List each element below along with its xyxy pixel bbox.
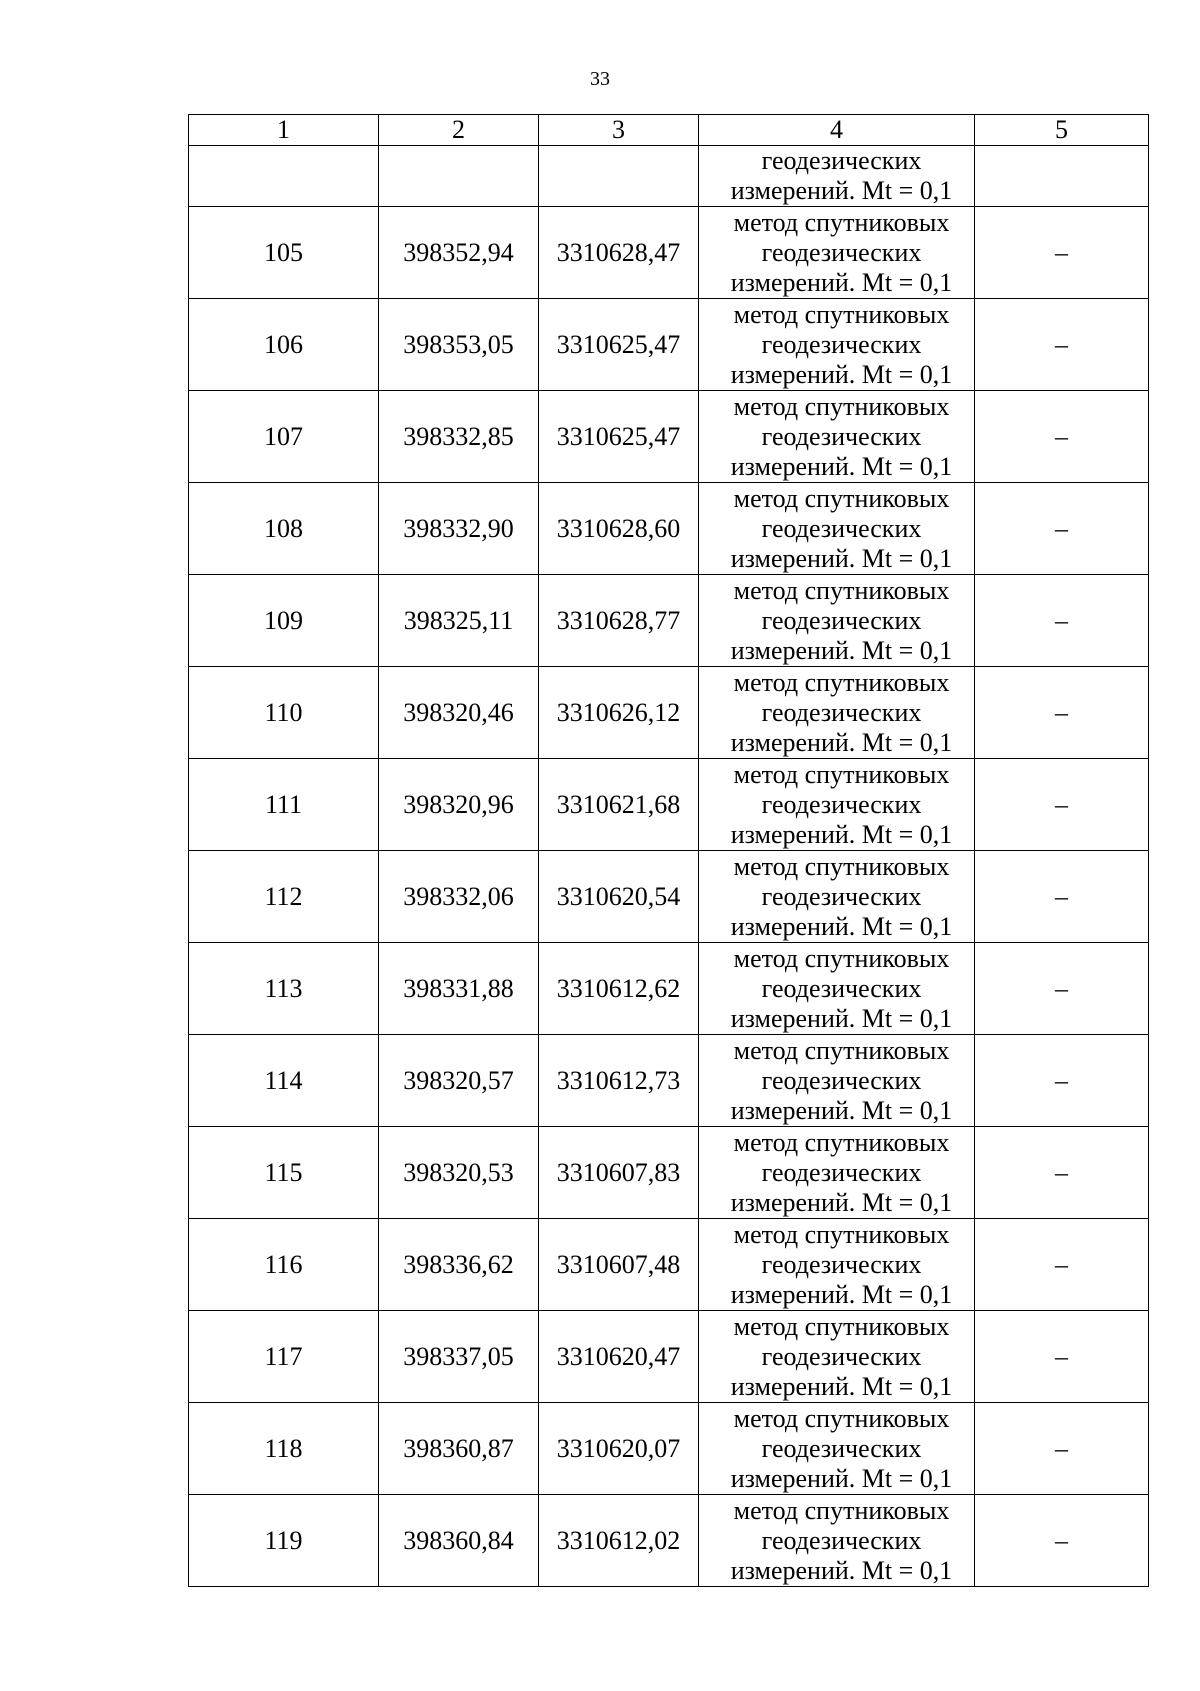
point-cell: 105 [189,207,379,299]
continuation-row [189,146,1149,207]
method-cell [699,483,975,575]
y-cell: 3310621,68 [539,759,699,851]
method-line: геодезических [761,146,922,175]
method-line: измерений. Mt = 0,1 [730,359,953,389]
y-cell: 3310620,54 [539,851,699,943]
point-cell: 117 [189,1311,379,1403]
y-cell: 3310612,02 [539,1495,699,1587]
method-line: измерений. Mt = 0,1 [730,1371,953,1401]
table-row [189,483,1149,575]
method-line: метод спутниковых [733,1035,950,1065]
y-cell: 3310607,83 [539,1127,699,1219]
y-cell: 3310628,60 [539,483,699,575]
page-number: 33 [590,68,610,90]
header-cell: 5 [975,115,1149,146]
method-line: измерений. Mt = 0,1 [730,176,953,205]
table-row [189,851,1149,943]
method-line: геодезических [761,605,922,635]
method-line: геодезических [761,1341,922,1371]
method-cell [699,299,975,391]
method-cell [699,1311,975,1403]
table-row [189,299,1149,391]
method-line: метод спутниковых [733,207,950,237]
point-cell [189,146,379,207]
method-line: геодезических [761,513,922,543]
method-line: измерений. Mt = 0,1 [730,1187,953,1217]
method-line: метод спутниковых [733,1495,950,1525]
method-line: измерений. Mt = 0,1 [730,1279,953,1309]
method-line: метод спутниковых [733,483,950,513]
method-cell [699,851,975,943]
point-cell: 113 [189,943,379,1035]
table-row [189,207,1149,299]
table-row [189,1495,1149,1587]
header-cell: 4 [699,115,975,146]
method-line: геодезических [761,697,922,727]
table-row [189,1127,1149,1219]
point-cell: 106 [189,299,379,391]
method-cell [699,759,975,851]
point-cell: 107 [189,391,379,483]
method-line: геодезических [761,973,922,1003]
note-cell: – [975,1127,1149,1219]
table-row [189,667,1149,759]
method-line: измерений. Mt = 0,1 [730,911,953,941]
method-line: измерений. Mt = 0,1 [730,543,953,573]
note-cell: – [975,667,1149,759]
method-line: геодезических [761,1249,922,1279]
table-row [189,1219,1149,1311]
method-line: измерений. Mt = 0,1 [730,635,953,665]
method-line: измерений. Mt = 0,1 [730,451,953,481]
point-cell: 114 [189,1035,379,1127]
note-cell: – [975,1403,1149,1495]
x-cell: 398360,87 [379,1403,539,1495]
method-cell [699,391,975,483]
method-line: метод спутниковых [733,1127,950,1157]
note-cell: – [975,1495,1149,1587]
method-line: метод спутниковых [733,759,950,789]
method-line: метод спутниковых [733,943,950,973]
note-cell: – [975,1311,1149,1403]
method-line: измерений. Mt = 0,1 [730,819,953,849]
y-cell: 3310620,07 [539,1403,699,1495]
method-line: метод спутниковых [733,1311,950,1341]
y-cell: 3310625,47 [539,299,699,391]
note-cell: – [975,943,1149,1035]
method-line: измерений. Mt = 0,1 [730,1463,953,1493]
method-line: метод спутниковых [733,1403,950,1433]
method-line: геодезических [761,1433,922,1463]
note-cell: – [975,391,1149,483]
x-cell: 398353,05 [379,299,539,391]
method-line: метод спутниковых [733,575,950,605]
x-cell: 398337,05 [379,1311,539,1403]
method-line: измерений. Mt = 0,1 [730,267,953,297]
note-cell [975,146,1149,207]
method-cell [699,1035,975,1127]
point-cell: 115 [189,1127,379,1219]
table-row [189,1403,1149,1495]
x-cell: 398332,85 [379,391,539,483]
note-cell: – [975,759,1149,851]
method-line: геодезических [761,329,922,359]
header-cell: 2 [379,115,539,146]
point-cell: 111 [189,759,379,851]
x-cell: 398332,06 [379,851,539,943]
method-cell [699,207,975,299]
method-cell [699,1495,975,1587]
method-line: метод спутниковых [733,299,950,329]
method-line: геодезических [761,1525,922,1555]
method-cell [699,1127,975,1219]
method-line: измерений. Mt = 0,1 [730,1095,953,1125]
point-cell: 109 [189,575,379,667]
point-cell: 116 [189,1219,379,1311]
method-line: геодезических [761,1157,922,1187]
method-line: геодезических [761,1065,922,1095]
note-cell: – [975,1219,1149,1311]
method-cell [699,1219,975,1311]
y-cell [539,146,699,207]
y-cell: 3310612,62 [539,943,699,1035]
y-cell: 3310628,47 [539,207,699,299]
method-line: метод спутниковых [733,391,950,421]
y-cell: 3310626,12 [539,667,699,759]
point-cell: 118 [189,1403,379,1495]
point-cell: 112 [189,851,379,943]
note-cell: – [975,207,1149,299]
method-cell [699,146,975,207]
y-cell: 3310612,73 [539,1035,699,1127]
method-line: измерений. Mt = 0,1 [730,1555,953,1585]
method-line: геодезических [761,237,922,267]
header-cell: 3 [539,115,699,146]
x-cell: 398320,96 [379,759,539,851]
note-cell: – [975,1035,1149,1127]
point-cell: 108 [189,483,379,575]
method-cell [699,667,975,759]
method-line: метод спутниковых [733,851,950,881]
method-line: измерений. Mt = 0,1 [730,727,953,757]
note-cell: – [975,483,1149,575]
method-line: измерений. Mt = 0,1 [730,1003,953,1033]
method-line: геодезических [761,789,922,819]
x-cell: 398320,46 [379,667,539,759]
table-row [189,575,1149,667]
note-cell: – [975,575,1149,667]
header-row [189,115,1149,146]
point-cell: 119 [189,1495,379,1587]
header-cell: 1 [189,115,379,146]
x-cell: 398320,57 [379,1035,539,1127]
x-cell: 398352,94 [379,207,539,299]
method-cell [699,943,975,1035]
table-row [189,943,1149,1035]
x-cell: 398320,53 [379,1127,539,1219]
x-cell: 398331,88 [379,943,539,1035]
table-row [189,391,1149,483]
method-cell [699,575,975,667]
table-row [189,1035,1149,1127]
x-cell: 398332,90 [379,483,539,575]
x-cell [379,146,539,207]
method-line: метод спутниковых [733,667,950,697]
point-cell: 110 [189,667,379,759]
note-cell: – [975,299,1149,391]
y-cell: 3310628,77 [539,575,699,667]
method-cell [699,1403,975,1495]
x-cell: 398325,11 [379,575,539,667]
method-line: геодезических [761,421,922,451]
table-row [189,1311,1149,1403]
table-row [189,759,1149,851]
x-cell: 398360,84 [379,1495,539,1587]
note-cell: – [975,851,1149,943]
method-line: геодезических [761,881,922,911]
y-cell: 3310625,47 [539,391,699,483]
x-cell: 398336,62 [379,1219,539,1311]
y-cell: 3310607,48 [539,1219,699,1311]
coordinates-table [188,114,1149,1587]
method-line: метод спутниковых [733,1219,950,1249]
y-cell: 3310620,47 [539,1311,699,1403]
